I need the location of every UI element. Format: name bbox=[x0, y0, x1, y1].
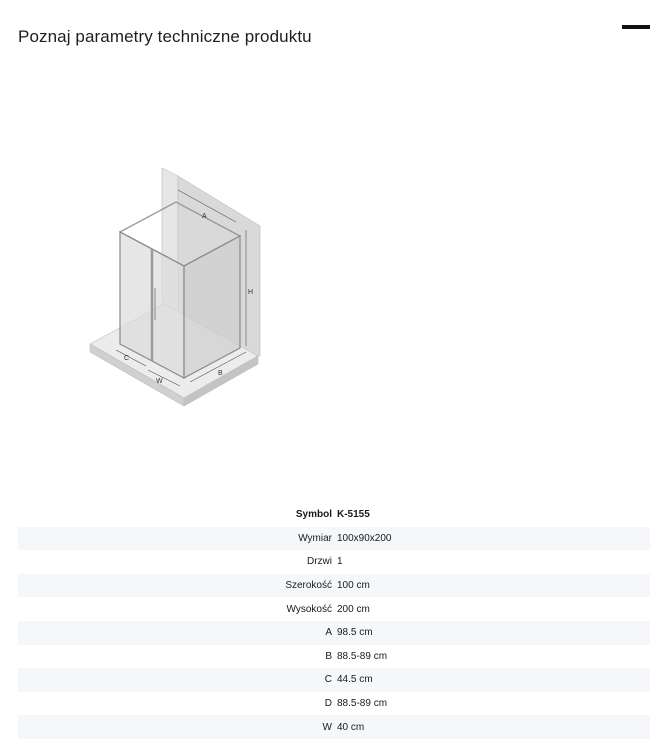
spec-value: 44.5 cm bbox=[337, 674, 373, 686]
spec-label: Wysokość bbox=[286, 603, 332, 615]
spec-label: W bbox=[322, 721, 332, 733]
collapse-icon[interactable] bbox=[622, 25, 650, 29]
spec-label: D bbox=[324, 698, 332, 710]
spec-value: 98.5 cm bbox=[337, 627, 373, 639]
table-row bbox=[18, 597, 650, 621]
spec-value: 100 cm bbox=[337, 580, 370, 592]
shower-dimension-diagram bbox=[80, 160, 280, 420]
table-row bbox=[18, 621, 650, 645]
spec-label: Drzwi bbox=[307, 556, 332, 568]
spec-label: A bbox=[325, 627, 332, 639]
dim-label-b: B bbox=[218, 370, 223, 377]
spec-value: 1 bbox=[337, 556, 343, 568]
table-row bbox=[18, 715, 650, 739]
specs-table bbox=[18, 503, 650, 739]
spec-label: C bbox=[324, 674, 332, 686]
spec-label: Symbol bbox=[295, 509, 332, 521]
table-row bbox=[18, 645, 650, 669]
table-row bbox=[18, 550, 650, 574]
table-row bbox=[18, 503, 650, 527]
spec-label: Wymiar bbox=[298, 532, 332, 544]
spec-value: 40 cm bbox=[337, 721, 365, 733]
table-row bbox=[18, 668, 650, 692]
table-row bbox=[18, 692, 650, 716]
dim-label-h: H bbox=[248, 289, 254, 296]
table-row bbox=[18, 527, 650, 551]
section-title: Poznaj parametry techniczne produktu bbox=[18, 27, 312, 46]
table-row bbox=[18, 574, 650, 598]
spec-value: 88.5-89 cm bbox=[337, 650, 388, 662]
spec-value: 200 cm bbox=[337, 603, 370, 615]
dim-label-w: W bbox=[156, 378, 163, 385]
dim-label-c: C bbox=[124, 355, 130, 362]
spec-label: Szerokość bbox=[285, 580, 332, 592]
spec-value: K-5155 bbox=[337, 509, 370, 521]
spec-label: B bbox=[325, 650, 332, 662]
dim-label-a: A bbox=[202, 213, 207, 220]
spec-value: 88.5-89 cm bbox=[337, 698, 388, 710]
spec-value: 100x90x200 bbox=[337, 532, 392, 544]
